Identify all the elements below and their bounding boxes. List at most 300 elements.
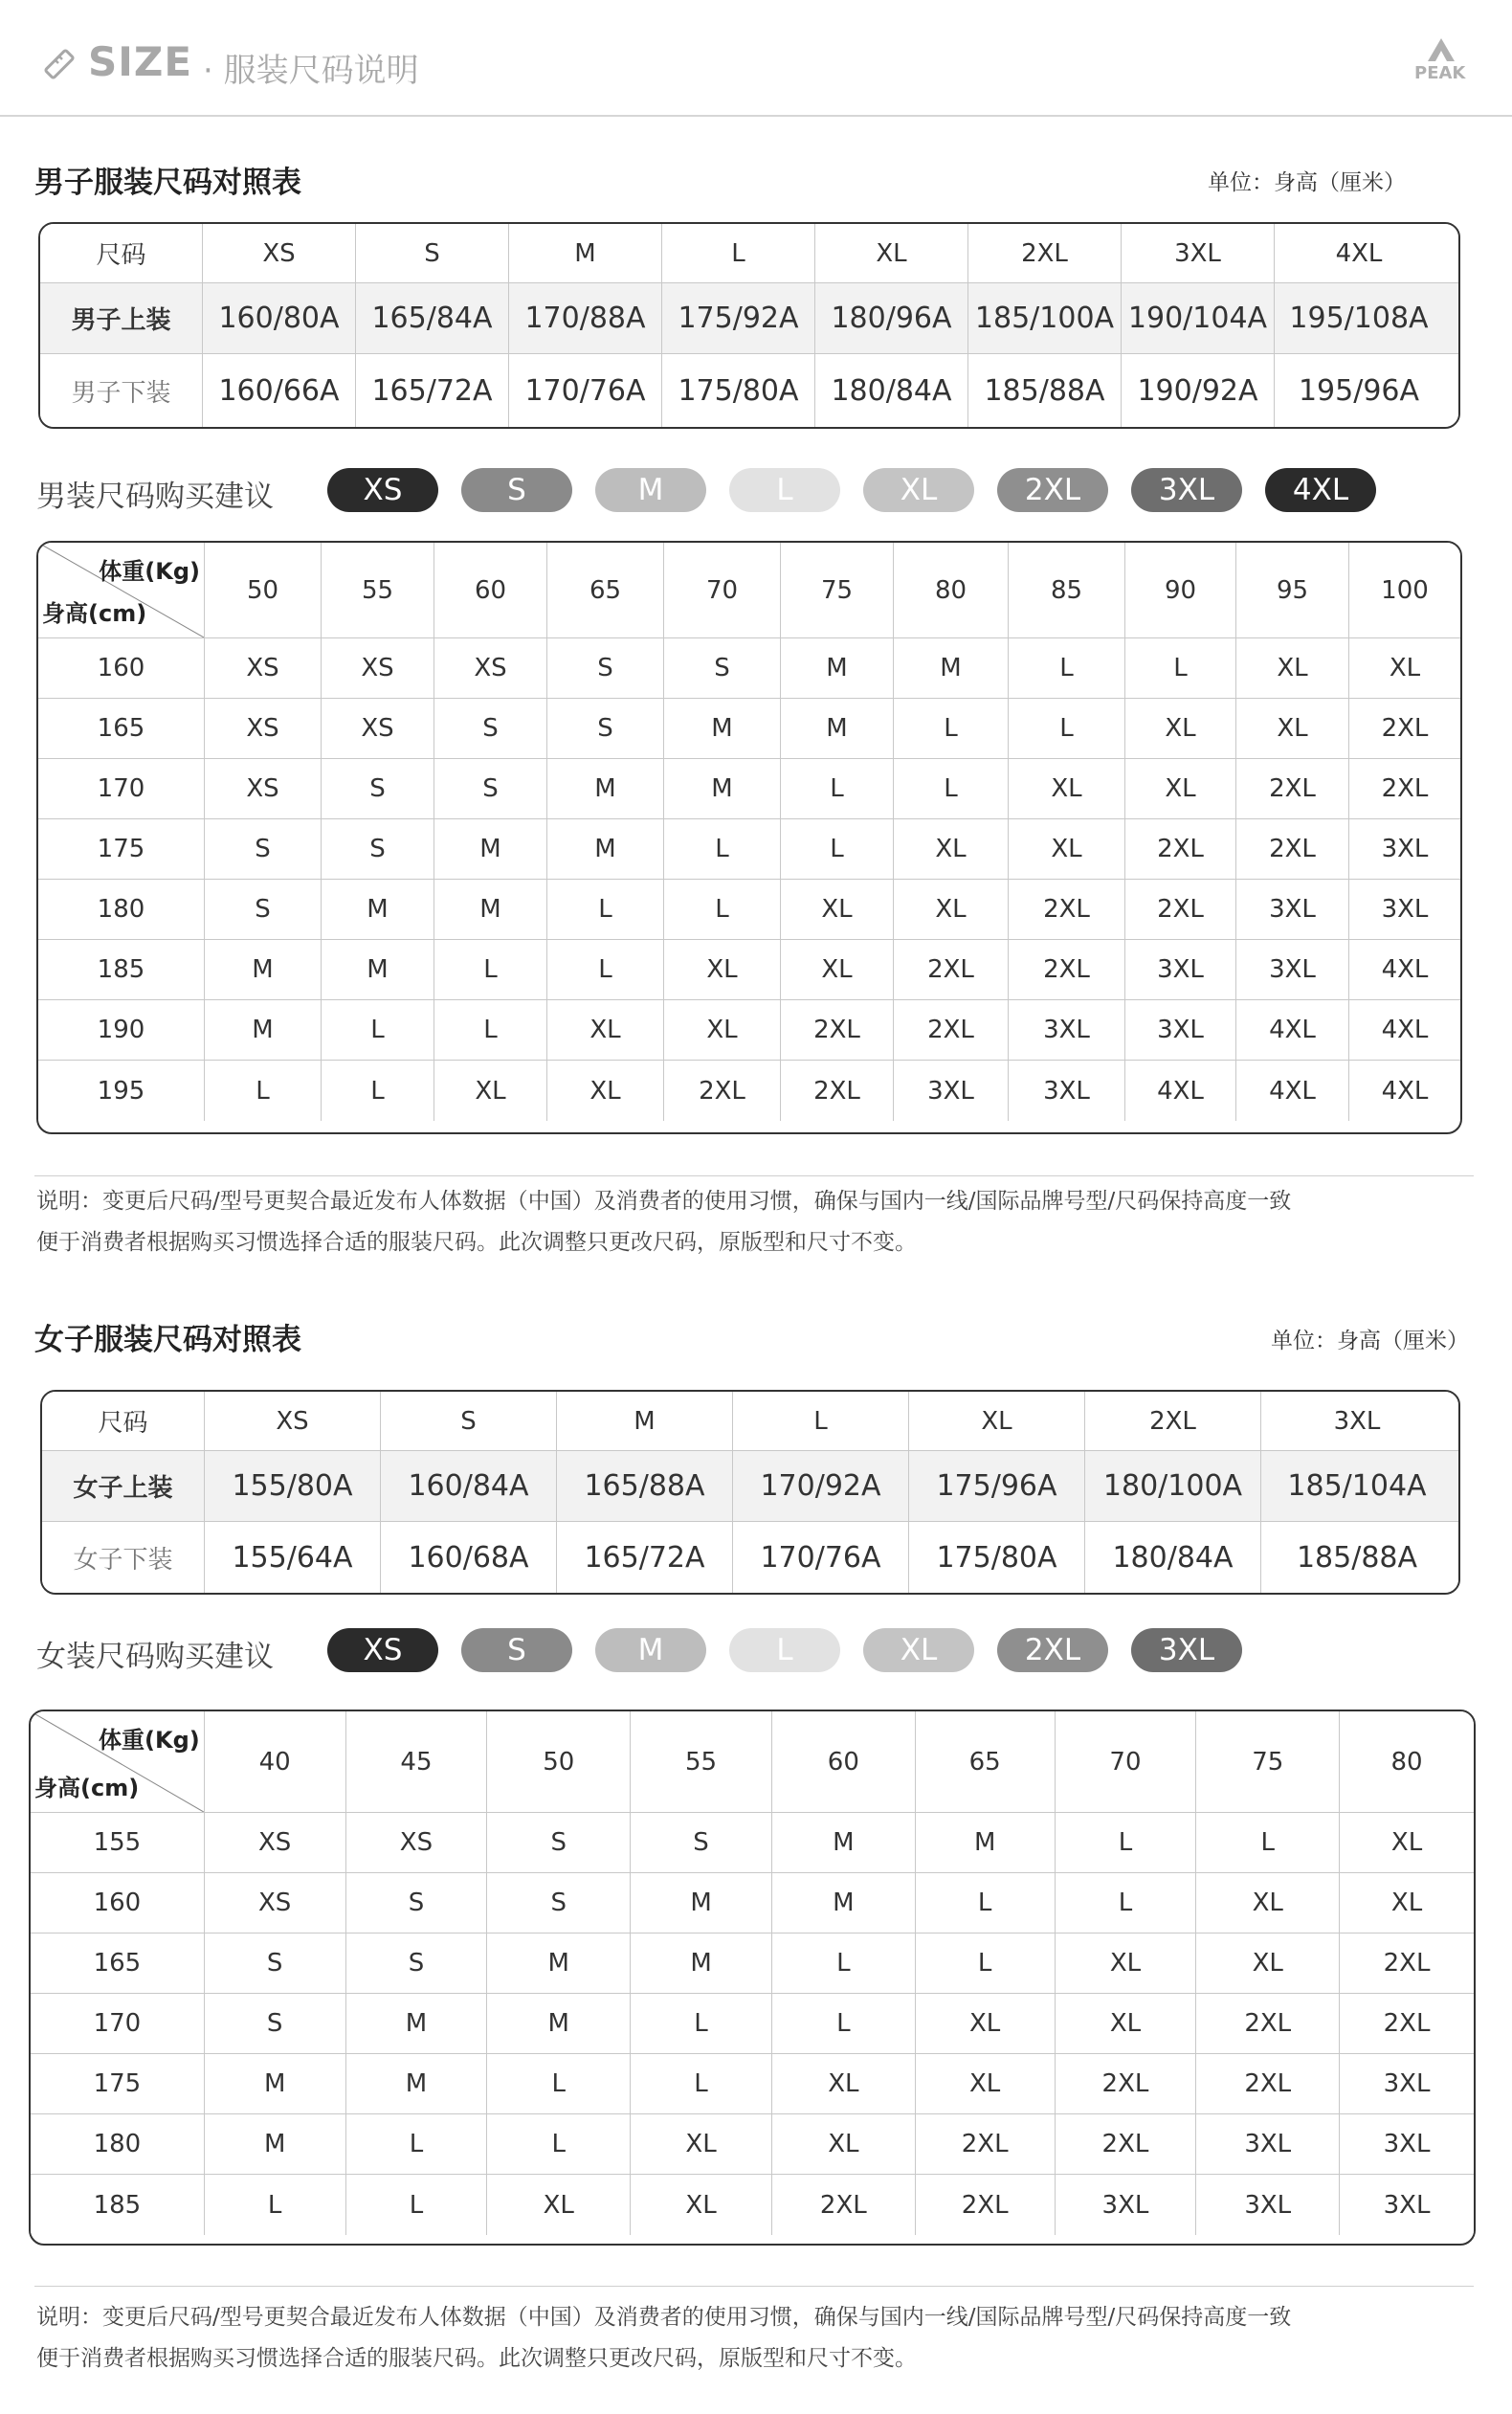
size-recommendation-cell: M: [631, 1873, 772, 1933]
height-value-cell: 160: [38, 638, 205, 698]
size-recommendation-cell: XL: [894, 880, 1009, 939]
size-recommendation-cell: L: [205, 2175, 346, 2235]
size-value-cell: 175/80A: [662, 354, 815, 427]
size-pill-m: M: [595, 1628, 706, 1672]
table-row: [38, 759, 1460, 819]
size-recommendation-cell: M: [664, 759, 781, 818]
size-recommendation-cell: 2XL: [1056, 2054, 1197, 2113]
size-header-cell: S: [381, 1392, 557, 1450]
size-recommendation-cell: S: [547, 638, 664, 698]
size-pill-xs: XS: [327, 1628, 438, 1672]
weight-header-cell: 55: [322, 543, 434, 637]
brand-logo-text: PEAK: [1414, 63, 1466, 83]
size-recommendation-cell: 2XL: [1236, 819, 1349, 879]
size-recommendation-cell: 2XL: [1383, 2009, 1431, 2038]
size-recommendation-cell: L: [547, 940, 664, 999]
size-recommendation-cell: XL: [1389, 654, 1421, 682]
size-recommendation-cell: L: [631, 1994, 772, 2053]
size-subheading: · 服装尺码说明: [203, 52, 419, 90]
size-recommendation-cell: 3XL: [1383, 2190, 1431, 2220]
weight-header-cell: 100: [1381, 575, 1429, 605]
size-recommendation-cell: 3XL: [1236, 880, 1349, 939]
size-recommendation-cell: L: [487, 2054, 631, 2113]
size-recommendation-cell: 2XL: [781, 1061, 894, 1121]
height-value-cell: 175: [38, 819, 205, 879]
size-recommendation-cell: XS: [434, 638, 547, 698]
size-recommendation-cell: XL: [1056, 1933, 1197, 1993]
size-recommendation-cell: 2XL: [772, 2175, 916, 2235]
men-section-title: 男子服装尺码对照表: [34, 166, 301, 200]
size-value-cell: 165/72A: [356, 354, 509, 427]
size-recommendation-cell: S: [547, 699, 664, 758]
size-recommendation-cell: 3XL: [1056, 2175, 1197, 2235]
size-recommendation-cell: 2XL: [894, 1000, 1009, 1060]
size-recommendation-cell: L: [664, 880, 781, 939]
size-recommendation-cell: 3XL: [1125, 1000, 1236, 1060]
size-recommendation-cell: 2XL: [1009, 880, 1125, 939]
table-header-row: [38, 543, 1460, 638]
size-header-cell: M: [557, 1392, 733, 1450]
table-row: [31, 1813, 1474, 1873]
divider: [34, 2286, 1474, 2287]
size-value-cell: 170/92A: [733, 1451, 909, 1521]
size-value-cell: 165/72A: [557, 1522, 733, 1593]
size-recommendation-cell: S: [487, 1873, 631, 1933]
table-header-row: [31, 1711, 1474, 1813]
size-recommendation-cell: 2XL: [1383, 1949, 1431, 1978]
size-recommendation-cell: L: [322, 1000, 434, 1060]
size-recommendation-cell: XL: [434, 1061, 547, 1121]
size-recommendation-cell: L: [916, 1873, 1056, 1933]
size-recommendation-cell: S: [434, 759, 547, 818]
weight-header-cell: 70: [664, 543, 781, 637]
size-recommendation-cell: XL: [547, 1000, 664, 1060]
height-value-cell: 185: [31, 2175, 205, 2235]
size-header-cell: 4XL: [1335, 238, 1383, 268]
size-recommendation-cell: XL: [772, 2054, 916, 2113]
size-recommendation-cell: XL: [1009, 759, 1125, 818]
size-header-cell: XL: [909, 1392, 1085, 1450]
height-value-cell: 195: [38, 1061, 205, 1121]
women-section-title: 女子服装尺码对照表: [34, 1323, 301, 1357]
size-header-cell: 2XL: [968, 224, 1122, 282]
size-recommendation-cell: S: [631, 1813, 772, 1872]
weight-header-cell: 85: [1009, 543, 1125, 637]
size-recommendation-cell: M: [434, 880, 547, 939]
note-line-1: 说明：变更后尺码/型号更契合最近发布人体数据（中国）及消费者的使用习惯，确保与国内一线/国际品牌号型/尺码保持高度一致: [36, 1189, 1292, 1214]
size-recommendation-cell: XL: [547, 1061, 664, 1121]
men-recommendation-table: [36, 541, 1462, 1134]
size-recommendation-cell: 2XL: [1236, 759, 1349, 818]
size-recommendation-cell: M: [916, 1813, 1056, 1872]
size-recommendation-cell: M: [781, 699, 894, 758]
size-recommendation-cell: 4XL: [1381, 1076, 1429, 1106]
size-recommendation-cell: L: [547, 880, 664, 939]
size-recommendation-cell: XL: [1125, 699, 1236, 758]
size-header-cell: M: [509, 224, 662, 282]
size-pill-s: S: [461, 1628, 572, 1672]
table-row: [31, 2054, 1474, 2114]
size-value-cell: 160/84A: [381, 1451, 557, 1521]
size-recommendation-cell: M: [205, 2114, 346, 2174]
women-unit-label: 单位：身高（厘米）: [1271, 1329, 1469, 1353]
table-row: [38, 1061, 1460, 1121]
size-recommendation-cell: L: [434, 940, 547, 999]
size-recommendation-cell: 3XL: [1196, 2175, 1340, 2235]
size-recommendation-cell: L: [205, 1061, 322, 1121]
size-heading: SIZE: [88, 38, 193, 85]
size-recommendation-cell: 2XL: [1009, 940, 1125, 999]
size-header-cell: XS: [205, 1392, 381, 1450]
size-recommendation-cell: 2XL: [1125, 880, 1236, 939]
size-pill-xs: XS: [327, 468, 438, 512]
weight-header-cell: 60: [434, 543, 547, 637]
size-pill-l: L: [729, 1628, 840, 1672]
size-recommendation-cell: S: [322, 759, 434, 818]
size-recommendation-cell: XL: [894, 819, 1009, 879]
size-recommendation-cell: M: [205, 2054, 346, 2113]
size-recommendation-cell: 2XL: [1056, 2114, 1197, 2174]
table-row: [38, 638, 1460, 699]
size-recommendation-cell: M: [631, 1933, 772, 1993]
size-recommendation-cell: S: [434, 699, 547, 758]
size-recommendation-cell: M: [664, 699, 781, 758]
size-recommendation-cell: L: [1056, 1873, 1197, 1933]
weight-header-cell: 75: [1196, 1711, 1340, 1812]
weight-axis-label: 体重(Kg): [99, 558, 200, 585]
size-recommendation-cell: M: [547, 759, 664, 818]
size-recommendation-cell: S: [322, 819, 434, 879]
page-header: [0, 0, 1512, 117]
size-recommendation-cell: XL: [1196, 1873, 1340, 1933]
size-value-cell: 175/96A: [909, 1451, 1085, 1521]
size-value-cell: 175/80A: [909, 1522, 1085, 1593]
size-header-cell: 2XL: [1085, 1392, 1261, 1450]
women-note: [36, 2297, 1481, 2380]
table-row: [42, 1522, 1458, 1593]
size-recommendation-cell: L: [1009, 638, 1125, 698]
size-value-cell: 185/88A: [1296, 1540, 1418, 1575]
size-pill-s: S: [461, 468, 572, 512]
weight-header-cell: 95: [1236, 543, 1349, 637]
size-recommendation-cell: M: [547, 819, 664, 879]
height-value-cell: 165: [38, 699, 205, 758]
size-recommendation-cell: M: [772, 1813, 916, 1872]
size-recommendation-cell: S: [205, 819, 322, 879]
size-value-cell: 160/68A: [381, 1522, 557, 1593]
size-recommendation-cell: 3XL: [894, 1061, 1009, 1121]
size-recommendation-cell: M: [205, 940, 322, 999]
size-recommendation-cell: L: [1196, 1813, 1340, 1872]
size-header-cell: L: [733, 1392, 909, 1450]
weight-header-cell: 80: [894, 543, 1009, 637]
size-recommendation-cell: 2XL: [916, 2175, 1056, 2235]
diagonal-header-cell: [31, 1711, 205, 1812]
note-line-2: 便于消费者根据购买习惯选择合适的服装尺码。此次调整只更改尺码，原版型和尺寸不变。: [36, 1230, 917, 1255]
size-recommendation-cell: XL: [1196, 1933, 1340, 1993]
size-recommendation-cell: 3XL: [1009, 1000, 1125, 1060]
size-recommendation-cell: L: [781, 759, 894, 818]
size-recommendation-cell: S: [205, 880, 322, 939]
size-recommendation-cell: L: [346, 2175, 488, 2235]
size-recommendation-cell: L: [664, 819, 781, 879]
ruler-icon: [43, 48, 76, 80]
size-recommendation-cell: XS: [322, 699, 434, 758]
height-value-cell: 185: [38, 940, 205, 999]
size-recommendation-cell: L: [1056, 1813, 1197, 1872]
size-recommendation-cell: L: [781, 819, 894, 879]
size-recommendation-cell: 4XL: [1236, 1000, 1349, 1060]
weight-header-cell: 80: [1390, 1747, 1423, 1777]
size-header-cell: L: [662, 224, 815, 282]
size-value-cell: 185/88A: [968, 354, 1122, 427]
size-recommendation-cell: M: [322, 940, 434, 999]
size-recommendation-cell: M: [772, 1873, 916, 1933]
size-recommendation-cell: 2XL: [1125, 819, 1236, 879]
height-value-cell: 170: [31, 1994, 205, 2053]
weight-header-cell: 40: [205, 1711, 346, 1812]
table-row: [38, 940, 1460, 1000]
size-recommendation-cell: L: [894, 699, 1009, 758]
size-recommendation-cell: M: [487, 1994, 631, 2053]
size-recommendation-cell: XL: [1009, 819, 1125, 879]
size-value-cell: 180/96A: [815, 283, 968, 353]
women-advice-title: 女装尺码购买建议: [36, 1640, 274, 1674]
size-recommendation-cell: 4XL: [1236, 1061, 1349, 1121]
weight-header-cell: 70: [1056, 1711, 1197, 1812]
table-header-row: [40, 224, 1458, 283]
size-recommendation-cell: XL: [664, 1000, 781, 1060]
size-recommendation-cell: XL: [1390, 1828, 1423, 1857]
size-recommendation-cell: XL: [631, 2114, 772, 2174]
size-recommendation-cell: L: [894, 759, 1009, 818]
size-recommendation-cell: 2XL: [1381, 714, 1429, 743]
size-recommendation-cell: L: [631, 2054, 772, 2113]
size-recommendation-cell: XL: [631, 2175, 772, 2235]
size-recommendation-cell: L: [772, 1933, 916, 1993]
size-value-cell: 175/92A: [662, 283, 815, 353]
size-recommendation-cell: XL: [781, 940, 894, 999]
size-recommendation-cell: XL: [772, 2114, 916, 2174]
size-pill-l: L: [729, 468, 840, 512]
size-value-cell: 195/108A: [1289, 302, 1429, 335]
size-recommendation-cell: S: [346, 1873, 488, 1933]
size-recommendation-cell: XS: [205, 638, 322, 698]
size-recommendation-cell: 4XL: [1125, 1061, 1236, 1121]
table-header-row: [42, 1392, 1458, 1451]
weight-header-cell: 45: [346, 1711, 488, 1812]
size-pill-m: M: [595, 468, 706, 512]
size-recommendation-cell: M: [894, 638, 1009, 698]
table-row: [38, 819, 1460, 880]
table-row: [38, 1000, 1460, 1061]
height-value-cell: 190: [38, 1000, 205, 1060]
weight-header-cell: 50: [487, 1711, 631, 1812]
men-unit-label: 单位：身高（厘米）: [1208, 170, 1406, 195]
size-pill-2xl: 2XL: [997, 468, 1108, 512]
size-recommendation-cell: S: [487, 1813, 631, 1872]
size-recommendation-cell: XL: [1125, 759, 1236, 818]
size-recommendation-cell: XL: [1056, 1994, 1197, 2053]
table-row: [42, 1451, 1458, 1522]
size-header-cell: XS: [203, 224, 356, 282]
size-recommendation-cell: 3XL: [1236, 940, 1349, 999]
size-recommendation-cell: S: [205, 1933, 346, 1993]
size-recommendation-cell: XL: [1236, 699, 1349, 758]
garment-label: 男子下装: [40, 354, 203, 427]
size-recommendation-cell: S: [205, 1994, 346, 2053]
size-recommendation-cell: XL: [487, 2175, 631, 2235]
garment-label: 男子上装: [40, 283, 203, 353]
garment-label: 女子上装: [42, 1451, 205, 1521]
size-recommendation-cell: M: [346, 2054, 488, 2113]
weight-header-cell: 90: [1125, 543, 1236, 637]
size-recommendation-cell: L: [434, 1000, 547, 1060]
note-line-1: 说明：变更后尺码/型号更契合最近发布人体数据（中国）及消费者的使用习惯，确保与国内一线/国际品牌号型/尺码保持高度一致: [36, 2305, 1292, 2330]
size-value-cell: 160/66A: [203, 354, 356, 427]
height-value-cell: 180: [38, 880, 205, 939]
size-pill-3xl: 3XL: [1131, 468, 1242, 512]
size-recommendation-cell: 3XL: [1383, 2130, 1431, 2158]
table-row: [31, 2114, 1474, 2175]
size-recommendation-cell: XL: [916, 2054, 1056, 2113]
size-recommendation-cell: XS: [205, 1873, 346, 1933]
size-value-cell: 185/104A: [1287, 1469, 1427, 1503]
size-recommendation-cell: L: [322, 1061, 434, 1121]
size-recommendation-cell: M: [487, 1933, 631, 1993]
size-recommendation-cell: XS: [205, 759, 322, 818]
weight-axis-label: 体重(Kg): [99, 1727, 200, 1754]
height-value-cell: 170: [38, 759, 205, 818]
table-row: [40, 283, 1458, 354]
size-recommendation-cell: L: [487, 2114, 631, 2174]
women-size-table: [40, 1390, 1460, 1595]
size-recommendation-cell: XL: [916, 1994, 1056, 2053]
size-value-cell: 165/84A: [356, 283, 509, 353]
size-recommendation-cell: S: [664, 638, 781, 698]
size-recommendation-cell: XS: [322, 638, 434, 698]
size-recommendation-cell: 2XL: [916, 2114, 1056, 2174]
table-row: [40, 354, 1458, 427]
size-recommendation-cell: 3XL: [1381, 895, 1429, 924]
men-note: [36, 1181, 1481, 1263]
size-recommendation-cell: XL: [664, 940, 781, 999]
size-value-cell: 155/64A: [205, 1522, 381, 1593]
size-value-cell: 190/104A: [1122, 283, 1275, 353]
weight-header-cell: 60: [772, 1711, 916, 1812]
size-recommendation-cell: 3XL: [1009, 1061, 1125, 1121]
size-header-cell: 3XL: [1333, 1406, 1381, 1436]
size-recommendation-cell: XS: [205, 1813, 346, 1872]
size-value-cell: 180/84A: [815, 354, 968, 427]
size-pill-xl: XL: [863, 468, 974, 512]
size-recommendation-cell: 4XL: [1381, 1016, 1429, 1044]
size-value-cell: 190/92A: [1122, 354, 1275, 427]
height-axis-label: 身高(cm): [42, 600, 147, 627]
size-recommendation-cell: 2XL: [1196, 2054, 1340, 2113]
size-pill-4xl: 4XL: [1265, 468, 1376, 512]
size-header-cell: XL: [815, 224, 968, 282]
size-recommendation-cell: 2XL: [894, 940, 1009, 999]
table-row: [31, 1933, 1474, 1994]
size-value-cell: 165/88A: [557, 1451, 733, 1521]
size-recommendation-cell: XL: [1236, 638, 1349, 698]
size-recommendation-cell: M: [781, 638, 894, 698]
size-recommendation-cell: 3XL: [1383, 2069, 1431, 2098]
size-recommendation-cell: M: [434, 819, 547, 879]
size-recommendation-cell: S: [346, 1933, 488, 1993]
size-recommendation-cell: L: [916, 1933, 1056, 1993]
size-header-cell: S: [356, 224, 509, 282]
height-value-cell: 160: [31, 1873, 205, 1933]
size-recommendation-cell: 2XL: [1196, 1994, 1340, 2053]
size-value-cell: 180/100A: [1085, 1451, 1261, 1521]
size-recommendation-cell: L: [1125, 638, 1236, 698]
weight-header-cell: 55: [631, 1711, 772, 1812]
size-value-cell: 195/96A: [1298, 373, 1420, 408]
weight-header-cell: 65: [916, 1711, 1056, 1812]
size-recommendation-cell: XL: [1390, 1889, 1423, 1917]
size-value-cell: 155/80A: [205, 1451, 381, 1521]
garment-label: 女子下装: [42, 1522, 205, 1593]
size-recommendation-cell: XS: [346, 1813, 488, 1872]
size-recommendation-cell: 4XL: [1381, 955, 1429, 984]
divider: [34, 1175, 1474, 1176]
men-advice-title: 男装尺码购买建议: [36, 480, 274, 514]
size-recommendation-cell: 2XL: [781, 1000, 894, 1060]
table-row: [31, 1873, 1474, 1933]
size-label-header: 尺码: [42, 1392, 205, 1450]
table-row: [38, 880, 1460, 940]
women-recommendation-table: [29, 1710, 1476, 2246]
weight-header-cell: 75: [781, 543, 894, 637]
size-recommendation-cell: M: [205, 1000, 322, 1060]
height-value-cell: 175: [31, 2054, 205, 2113]
size-recommendation-cell: XL: [781, 880, 894, 939]
size-value-cell: 180/84A: [1085, 1522, 1261, 1593]
table-row: [31, 2175, 1474, 2235]
size-recommendation-cell: 2XL: [1381, 774, 1429, 803]
diagonal-header-cell: [38, 543, 205, 637]
men-size-table: [38, 222, 1460, 429]
size-value-cell: 160/80A: [203, 283, 356, 353]
size-header-cell: 3XL: [1122, 224, 1275, 282]
table-row: [38, 699, 1460, 759]
size-value-cell: 170/88A: [509, 283, 662, 353]
size-recommendation-cell: L: [1009, 699, 1125, 758]
size-recommendation-cell: L: [772, 1994, 916, 2053]
size-recommendation-cell: 3XL: [1381, 835, 1429, 863]
size-label-header: 尺码: [40, 224, 203, 282]
size-pill-xl: XL: [863, 1628, 974, 1672]
height-value-cell: 180: [31, 2114, 205, 2174]
weight-header-cell: 65: [547, 543, 664, 637]
height-axis-label: 身高(cm): [34, 1775, 140, 1801]
size-value-cell: 185/100A: [968, 283, 1122, 353]
size-pill-3xl: 3XL: [1131, 1628, 1242, 1672]
size-recommendation-cell: M: [346, 1994, 488, 2053]
size-recommendation-cell: XS: [205, 699, 322, 758]
height-value-cell: 165: [31, 1933, 205, 1993]
size-recommendation-cell: 3XL: [1196, 2114, 1340, 2174]
table-row: [31, 1994, 1474, 2054]
size-value-cell: 170/76A: [509, 354, 662, 427]
size-recommendation-cell: M: [322, 880, 434, 939]
size-value-cell: 170/76A: [733, 1522, 909, 1593]
size-recommendation-cell: 3XL: [1125, 940, 1236, 999]
height-value-cell: 155: [31, 1813, 205, 1872]
weight-header-cell: 50: [205, 543, 322, 637]
